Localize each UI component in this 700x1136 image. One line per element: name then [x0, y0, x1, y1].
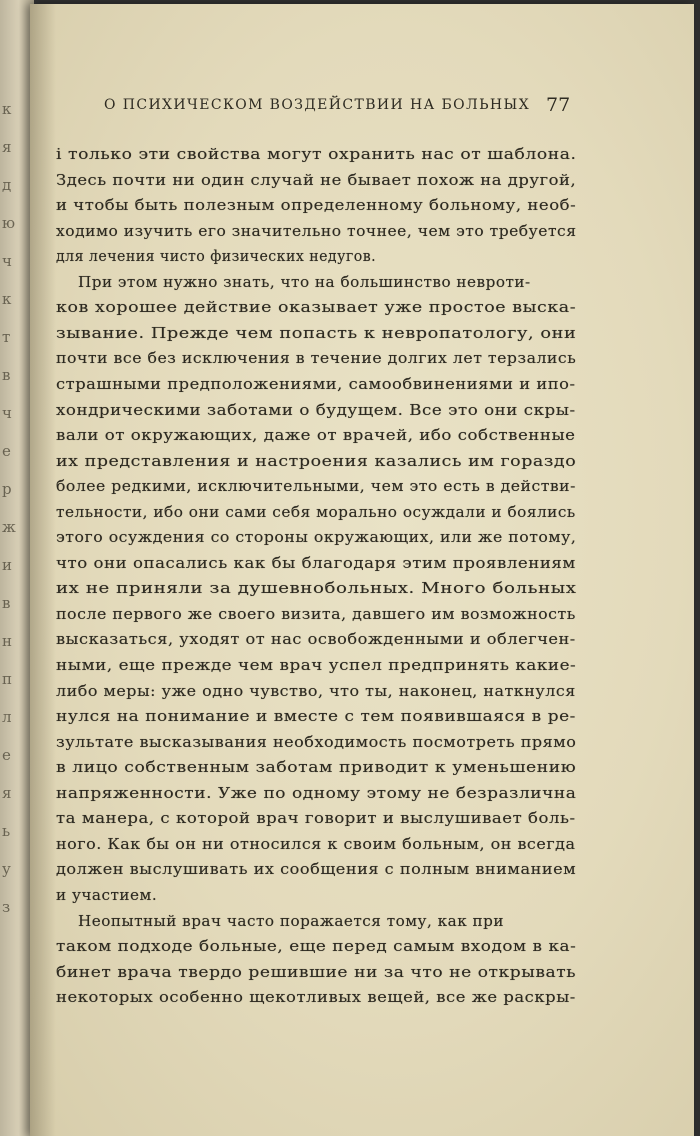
previous-page-fragment: к [2, 100, 10, 118]
text-line: высказаться, уходят от нас освобожденными и облегчен- [56, 630, 576, 649]
previous-page-fragment: в [2, 594, 9, 612]
text-line: ными, еще прежде чем врач успел предпринять какие- [56, 656, 577, 674]
previous-page-fragment: у [2, 860, 9, 878]
previous-page-fragment: н [2, 632, 10, 650]
text-line: должен выслушивать их сообщения с полным вниманием [56, 860, 577, 879]
text-line: и чтобы быть полезным определенному больному, необ- [56, 196, 577, 215]
text-line: либо меры: уже одно чувство, что ты, наконец, наткнулся [56, 681, 576, 700]
previous-page-fragment: к [2, 290, 10, 308]
text-line: этого осуждения со стороны окружающих, или же потому, [56, 528, 577, 547]
text-line: зывание. Прежде чем попасть к невропатологу, они [56, 323, 577, 342]
running-head: О ПСИХИЧЕСКОМ ВОЗДЕЙСТВИИ НА БОЛЬНЫХ [104, 97, 531, 113]
text-line: тельности, ибо они сами себя морально осуждали и боялись [56, 502, 576, 521]
previous-page-fragment: з [2, 898, 9, 916]
text-line: почти все без исключения в течение долгих лет терзались [56, 349, 577, 368]
text-line: ходимо изучить его значительно точнее, чем это требуется [56, 221, 577, 240]
text-line: ков хорошее действие оказывает уже простое выска- [56, 298, 577, 317]
previous-page-fragment: в [2, 366, 9, 384]
previous-page-fragment: я [2, 784, 10, 802]
text-line: та манера, с которой врач говорит и выслушивает боль- [56, 809, 576, 828]
book-page [30, 4, 694, 1136]
previous-page-fragment: ь [2, 822, 9, 840]
text-line: после первого же своего визита, давшего им возможность [56, 604, 576, 623]
text-line: зультате высказывания необходимость посмотреть прямо [56, 732, 577, 751]
previous-page-fragment: п [2, 670, 10, 688]
page-number: 77 [546, 94, 571, 116]
text-line: Неопытный врач часто поражается тому, как при [78, 911, 504, 930]
text-line: напряженности. Уже по одному этому не безразлична [56, 783, 577, 802]
text-line: в лицо собственным заботам приводит к уменьшению [56, 758, 577, 777]
text-line: При этом нужно знать, что на большинство невроти- [78, 272, 531, 291]
text-line: более редкими, исключительными, чем это есть в действи- [56, 477, 576, 496]
text-line: бинет врача твердо решившие ни за что не открывать [56, 962, 577, 981]
text-line: Здесь почти ни один случай не бывает похож на другой, [56, 170, 577, 189]
text-line: их представления и настроения казались им гораздо [56, 451, 577, 470]
text-line: ного. Как бы он ни относился к своим больным, он всегда [56, 834, 576, 853]
previous-page-fragment: е [2, 442, 9, 460]
previous-page-fragment: ч [2, 252, 10, 270]
previous-page-fragment: д [2, 176, 10, 194]
previous-page-fragment: л [2, 708, 10, 726]
text-line: хондрическими заботами о будущем. Все это они скры- [56, 400, 576, 419]
text-line: страшными предположениями, самообвинениями и ипо- [56, 374, 576, 393]
text-line: для лечения чисто физических недугов. [56, 247, 377, 266]
previous-page-fragment: ж [2, 518, 14, 536]
previous-page-fragment: и [2, 556, 10, 574]
text-line: і только эти свойства могут охранить нас от шаблона. [56, 145, 577, 163]
previous-page-fragment: т [2, 328, 9, 346]
previous-page-edge [0, 0, 34, 1136]
text-line: таком подходе больные, еще перед самым входом в ка- [56, 937, 577, 956]
text-line: и участием. [56, 885, 158, 904]
previous-page-fragment: я [2, 138, 10, 156]
text-line: некоторых особенно щекотливых вещей, все же раскры- [56, 988, 576, 1007]
text-line: вали от окружающих, даже от врачей, ибо собственные [56, 426, 576, 445]
previous-page-fragment: е [2, 746, 9, 764]
text-line: что они опасались как бы благодаря этим проявлениям [56, 553, 576, 572]
previous-page-fragment: р [2, 480, 10, 498]
text-line: нулся на понимание и вместе с тем появившаяся в ре- [56, 707, 576, 726]
text-line: их не приняли за душевнобольных. Много больных [56, 579, 577, 598]
previous-page-fragment: ч [2, 404, 10, 422]
previous-page-fragment: ю [2, 214, 14, 232]
